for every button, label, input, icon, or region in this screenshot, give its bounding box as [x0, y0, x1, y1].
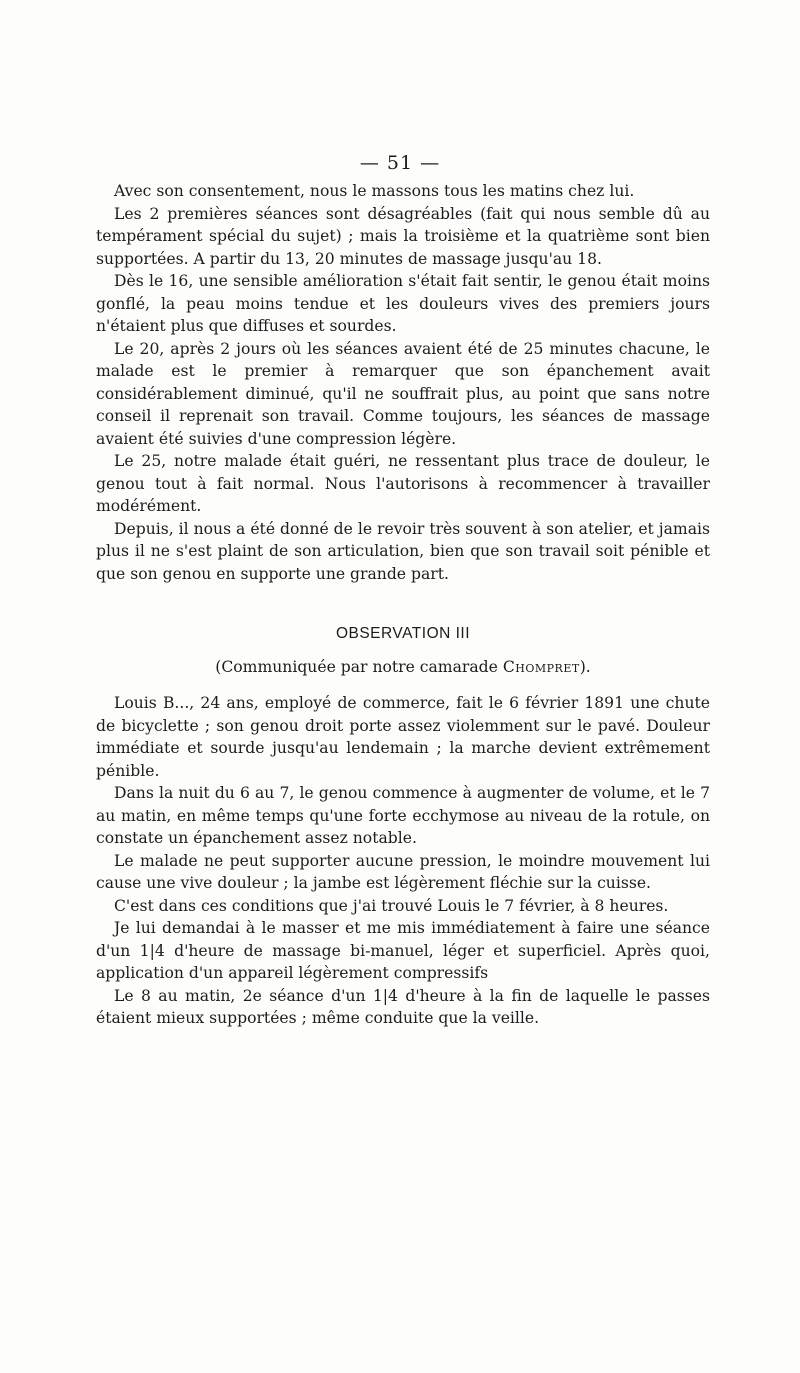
- page-number: — 51 —: [359, 152, 441, 174]
- page-body: [96, 180, 710, 1030]
- paragraph: Les 2 premières séances sont désagréables (fait qui nous semble dû au tempérament spécial du sujet) ; mais la troisième et la quatrième sont bien supportées. A partir du 13, 20 minutes de massage jusqu'au 18.: [96, 204, 710, 268]
- paragraph: C'est dans ces conditions que j'ai trouvé Louis le 7 février, à 8 heures.: [114, 896, 669, 915]
- paragraph: Le malade ne peut supporter aucune pression, le moindre mouvement lui cause une vive douleur ; la jambe est légèrement fléchie sur la cuisse.: [96, 851, 710, 892]
- paragraph: Avec son consentement, nous le massons tous les matins chez lui.: [114, 182, 635, 200]
- attribution-prefix: (Communiquée par notre camarade: [215, 657, 503, 676]
- paragraph: Depuis, il nous a été donné de le revoir très souvent à son atelier, et jamais plus il ne s'est plaint de son articulation, bien que son travail soit pénible et que son genou en supporte une grande part.: [96, 519, 710, 583]
- paragraph: Le 25, notre malade était guéri, ne ressentant plus trace de douleur, le genou tout à fait normal. Nous l'autorisons à recommencer à travailler modérément.: [96, 452, 710, 515]
- paragraph: Le 20, après 2 jours où les séances avaient été de 25 minutes chacune, le malade est le premier à remarquer que son épanchement avait considérablement diminué, qu'il ne souffrait plus, au point que sans notre conseil il reprenait son travail. Comme toujours, les séances de massage avaient été suivies d'une compression légère.: [96, 339, 710, 448]
- paragraph: Dans la nuit du 6 au 7, le genou commence à augmenter de volume, et le 7 au matin, en même temps qu'une forte ecchymose au niveau de la rotule, on constate un épanchement assez notable.: [96, 784, 710, 847]
- attribution-name: Chompret: [502, 657, 580, 676]
- paragraph: Dès le 16, une sensible amélioration s'était fait sentir, le genou était moins gonflé, la peau moins tendue et les douleurs vives des premiers jours n'étaient plus que diffuses et sourdes.: [96, 272, 710, 335]
- paragraph: Louis B..., 24 ans, employé de commerce, fait le 6 février 1891 une chute de bicyclette ; son genou droit porte assez violemment sur le pavé. Douleur immédiate et sourde jusqu'au lendemain ; la marche devient extrêmement pénible.: [96, 694, 710, 780]
- observation-title: OBSERVATION III: [335, 625, 471, 642]
- attribution-suffix: ).: [579, 657, 591, 676]
- paragraph: Le 8 au matin, 2e séance d'un 1|4 d'heure à la fin de laquelle le passes étaient mieux supportées ; même conduite que la veille.: [96, 986, 710, 1027]
- paragraph: Je lui demandai à le masser et me mis immédiatement à faire une séance d'un 1|4 d'heure de massage bi-manuel, léger et superficiel. Après quoi, application d'un appareil légèrement compressifs: [96, 919, 710, 982]
- observation-attribution: [96, 656, 710, 679]
